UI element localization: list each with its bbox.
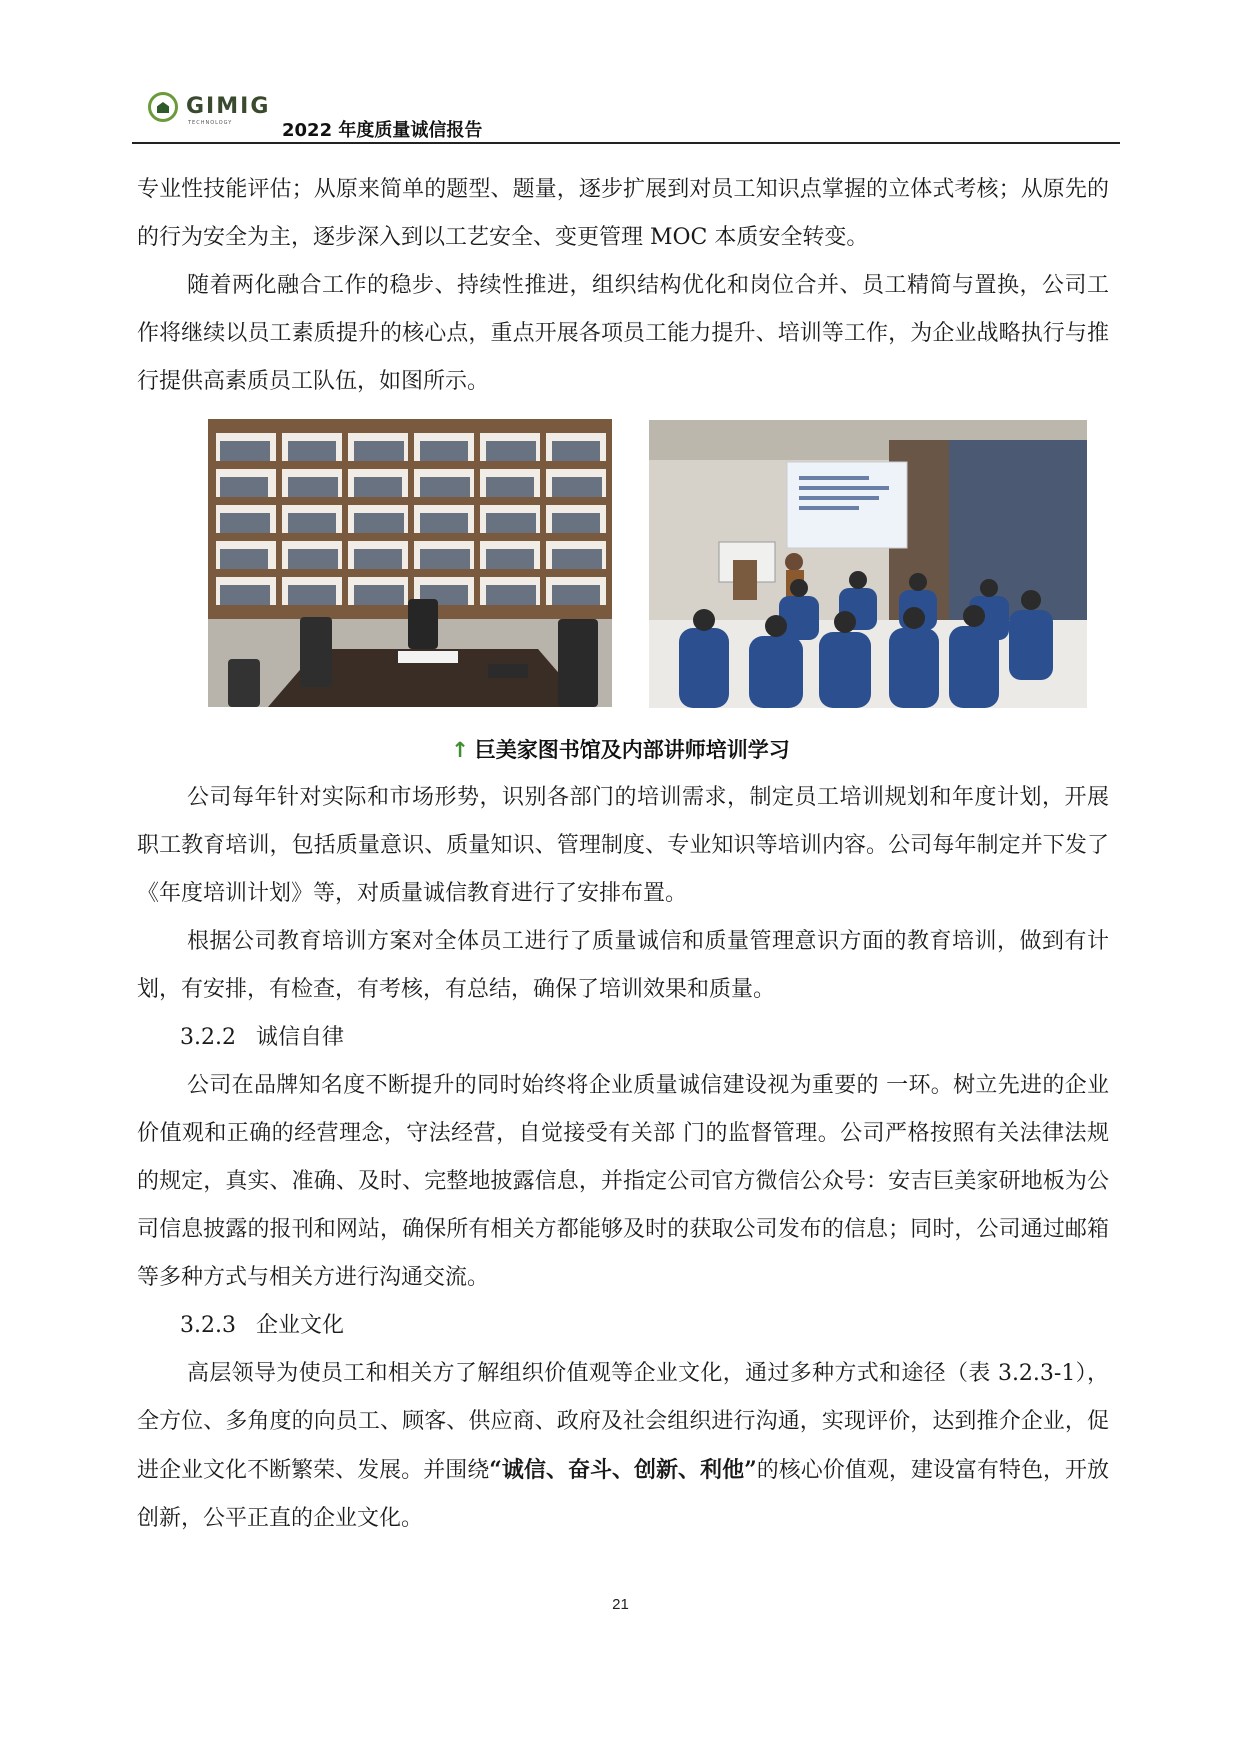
- paragraph-6: [137, 1350, 1109, 1543]
- section-heading-3-2-3: [180, 1302, 344, 1350]
- library-photo: [208, 419, 612, 707]
- training-photo: [649, 420, 1087, 708]
- company-logo: [148, 92, 271, 126]
- library-bookshelf-image: [208, 419, 612, 707]
- section-title: 诚信自律: [255, 1025, 344, 1050]
- paragraph-6-tail: 的核心价值观，建设富有特色，开放创新，公平正直的企业文化。: [137, 1458, 1109, 1531]
- training-session-image: [649, 420, 1087, 708]
- header-divider: [132, 142, 1120, 144]
- paragraph-3: 公司每年针对实际和市场形势，识别各部门的培训需求，制定员工培训规划和年度计划，开展职工教育培训，包括质量意识、质量知识、管理制度、专业知识等培训内容。公司每年制定并下发了《年度培训计划》等，对质量诚信教育进行了安排布置。: [137, 785, 1109, 906]
- paragraph-5: 公司在品牌知名度不断提升的同时始终将企业质量诚信建设视为重要的 一环。树立先进的企业价值观和正确的经营理念，守法经营，自觉接受有关部 门的监督管理。公司严格按照有关法律法规的规定，真实、准确、及时、完整地披露信息，并指定公司官方微信公众号：安吉巨美家研地板为公司信息披露的报刊和网站，确保所有相关方都能够及时的获取公司发布的信息；同时，公司通过邮箱等多种方式与相关方进行沟通交流。: [137, 1073, 1109, 1290]
- page-header: [0, 0, 1241, 150]
- section-heading-3-2-2: [180, 1014, 344, 1062]
- section-number: 3.2.2: [180, 1025, 236, 1050]
- caption-text: 巨美家图书馆及内部讲师培训学习: [474, 738, 790, 762]
- paragraph-2: 随着两化融合工作的稳步、持续性推进，组织结构优化和岗位合并、员工精简与置换，公司工作将继续以员工素质提升的核心点，重点开展各项员工能力提升、培训等工作，为企业战略执行与推行提供高素质员工队伍，如图所示。: [137, 273, 1109, 394]
- paragraph-6-text: 高层领导为使员工和相关方了解组织价值观等企业文化，通过多种方式和途径（表 3.2.3-1），全方位、多角度的向员工、顾客、供应商、政府及社会组织进行沟通，实现评价，达到推介企业，促进企业文化不断繁荣、发展。并围绕: [137, 1361, 1109, 1483]
- core-values: “诚信、奋斗、创新、利他”: [489, 1457, 757, 1483]
- house-logo-icon: [148, 92, 178, 122]
- up-arrow-icon: ↑: [451, 738, 469, 762]
- document-title: 2022 年度质量诚信报告: [282, 120, 483, 141]
- paragraph-4: 根据公司教育培训方案对全体员工进行了质量诚信和质量管理意识方面的教育培训，做到有计划，有安排，有检查，有考核，有总结，确保了培训效果和质量。: [137, 929, 1109, 1002]
- logo-text: GIMIG: [186, 94, 271, 119]
- section-title: 企业文化: [255, 1313, 344, 1338]
- logo-subtext: TECHNOLOGY: [188, 120, 233, 126]
- page-number: 21: [612, 1596, 629, 1613]
- section-number: 3.2.3: [180, 1313, 236, 1338]
- photo-caption: [0, 734, 1241, 764]
- paragraph-1: 专业性技能评估；从原来简单的题型、题量，逐步扩展到对员工知识点掌握的立体式考核；从原先的的行为安全为主，逐步深入到以工艺安全、变更管理 MOC 本质安全转变。: [137, 177, 1109, 250]
